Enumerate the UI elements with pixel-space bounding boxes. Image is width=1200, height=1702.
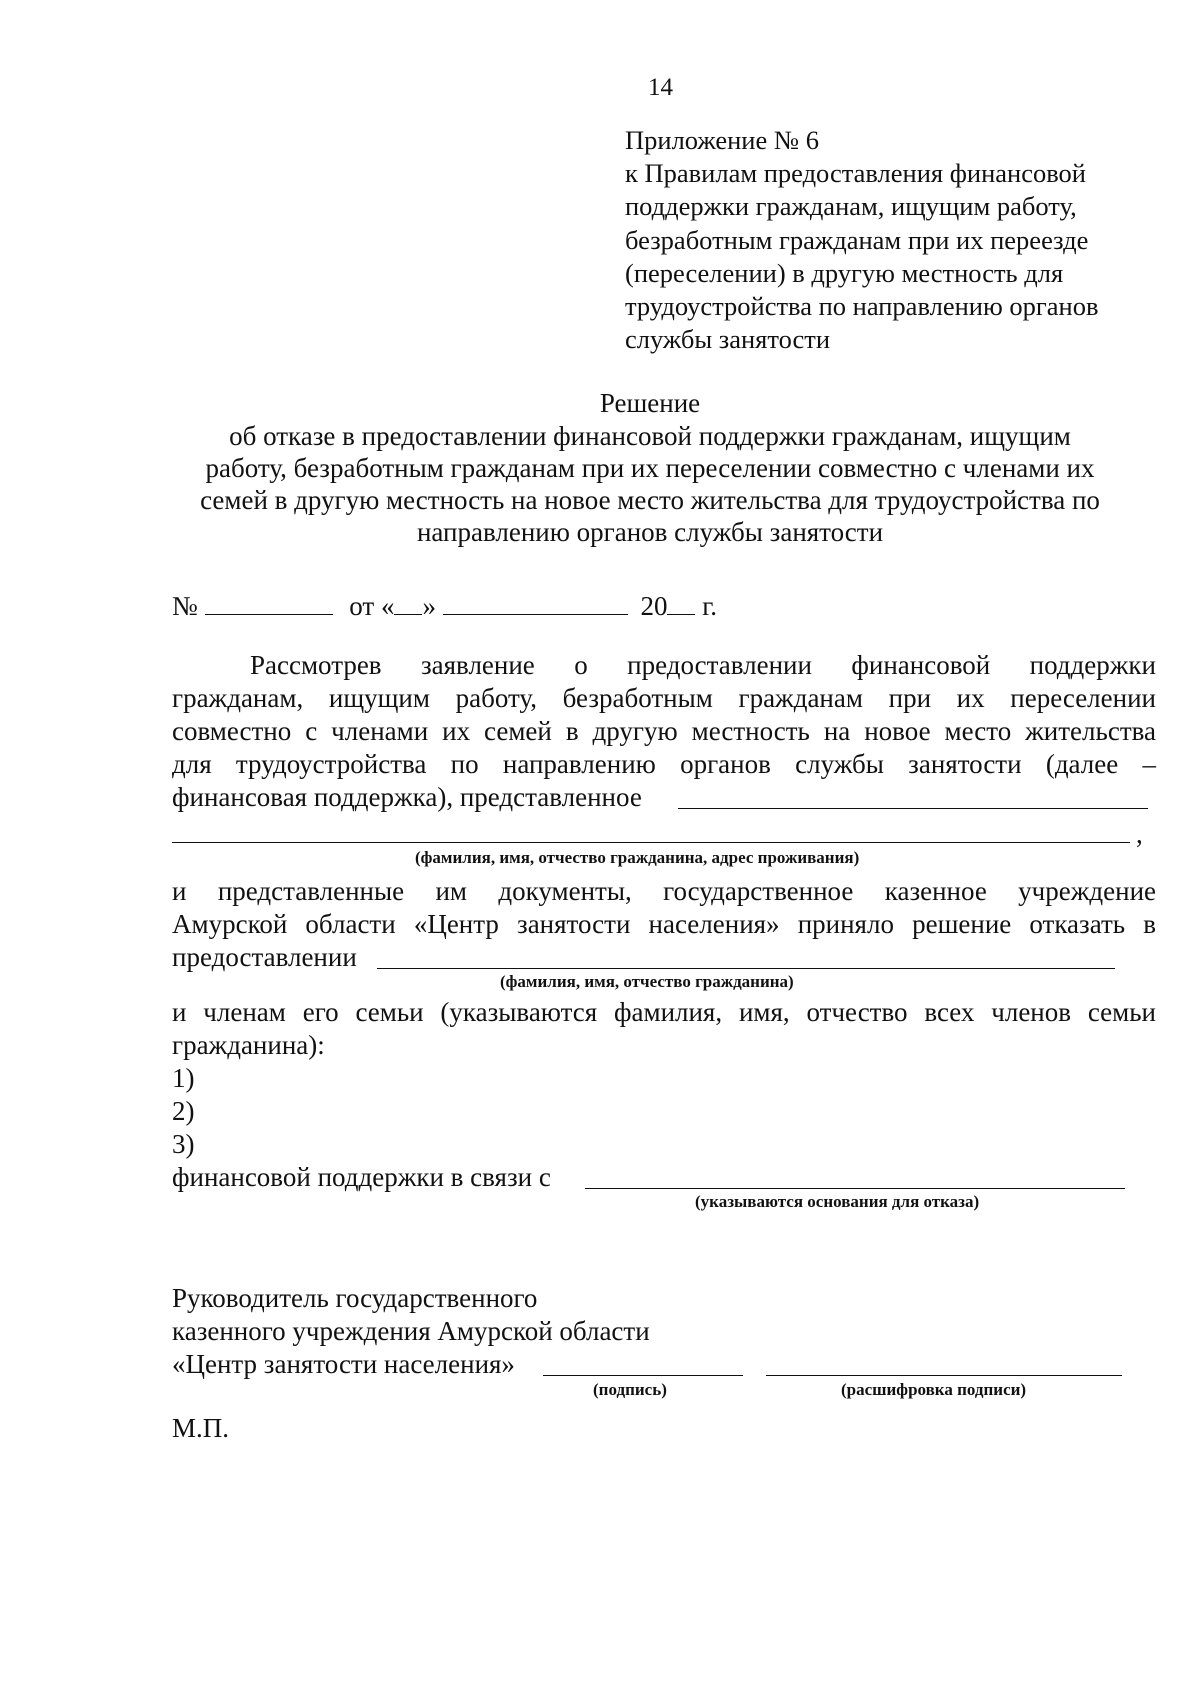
appendix-title: Приложение № 6 [625, 125, 820, 155]
caption-applicant: (фамилия, имя, отчество гражданина, адрес проживания) [415, 848, 860, 867]
caption-decoding: (расшифровка подписи) [841, 1380, 1027, 1399]
citizen-name-field[interactable] [377, 968, 1115, 969]
paragraph-line: гражданина): [172, 1030, 325, 1060]
seal-label: М.П. [172, 1413, 230, 1443]
reason-label: финансовой поддержки в связи с [172, 1162, 551, 1192]
reason-field[interactable] [585, 1188, 1125, 1189]
applicant-address-field[interactable] [172, 842, 1130, 843]
date-quote-close: » [422, 591, 436, 621]
page-number: 14 [648, 74, 673, 101]
date-from-label: от « [349, 591, 395, 621]
appendix-line: безработным гражданам при их переезде [625, 224, 1089, 255]
paragraph-line: предоставлении [172, 942, 357, 972]
signature-line: «Центр занятости населения» [172, 1349, 515, 1379]
appendix-line: к Правилам предоставления финансовой [625, 158, 1086, 189]
number-field[interactable] [205, 586, 333, 615]
paragraph-line [172, 781, 642, 813]
document-subtitle-line: об отказе в предоставлении финансовой поддержки гражданам, ищущим [229, 421, 1071, 451]
year-prefix: 20 [640, 591, 668, 621]
appendix-line: поддержки гражданам, ищущим работу, [625, 191, 1077, 222]
year-field[interactable] [667, 586, 695, 615]
family-member-item: 2) [172, 1096, 195, 1126]
paragraph-line: Рассмотрев заявление о предоставлении финансовой поддержки [250, 650, 1156, 680]
caption-signature: (подпись) [593, 1380, 667, 1399]
family-member-item: 1) [172, 1063, 195, 1093]
caption-reason: (указываются основания для отказа) [695, 1192, 980, 1211]
applicant-field[interactable] [678, 808, 1148, 809]
signature-field[interactable] [543, 1375, 743, 1376]
paragraph-line: и представленные им документы, государственное казенное учреждение [172, 876, 1156, 906]
appendix-header [625, 124, 1098, 356]
caption-name: (фамилия, имя, отчество гражданина) [500, 972, 794, 991]
signature-line: Руководитель государственного [172, 1283, 538, 1313]
appendix-line: трудоустройства по направлению органов [625, 291, 1099, 322]
document-title: Решение [599, 388, 701, 418]
signature-decoding-field[interactable] [766, 1375, 1122, 1376]
document-subtitle-line: направлению органов службы занятости [416, 517, 884, 547]
paragraph-line: для трудоустройства по направлению органов службы занятости (далее – [172, 749, 1156, 779]
paragraph-line: совместно с членами их семей в другую местность на новое место жительства [172, 716, 1156, 746]
year-suffix: г. [702, 591, 717, 621]
paragraph-line: и членам его семьи (указываются фамилия, имя, отчество всех членов семьи [172, 997, 1156, 1027]
family-member-item: 3) [172, 1129, 195, 1159]
month-field[interactable] [443, 586, 628, 615]
paragraph-line: Амурской области «Центр занятости населения» приняло решение отказать в [172, 909, 1156, 939]
presented-label: финансовая поддержка), представленное [172, 782, 642, 812]
signature-line: казенного учреждения Амурской области [172, 1316, 650, 1346]
paragraph-line: гражданам, ищущим работу, безработным гражданам при их переселении [172, 683, 1156, 713]
appendix-line: (переселении) в другую местность для [625, 257, 1064, 288]
document-subtitle-line: работу, безработным гражданам при их переселении совместно с членами их [205, 453, 1095, 483]
document-subtitle-line: семей в другую местность на новое место жительства для трудоустройства по [200, 485, 1100, 515]
number-date-line [172, 586, 717, 622]
appendix-line: службы занятости [625, 324, 831, 355]
number-sign: № [172, 591, 198, 621]
day-field[interactable] [394, 586, 422, 615]
comma: , [1136, 819, 1143, 849]
